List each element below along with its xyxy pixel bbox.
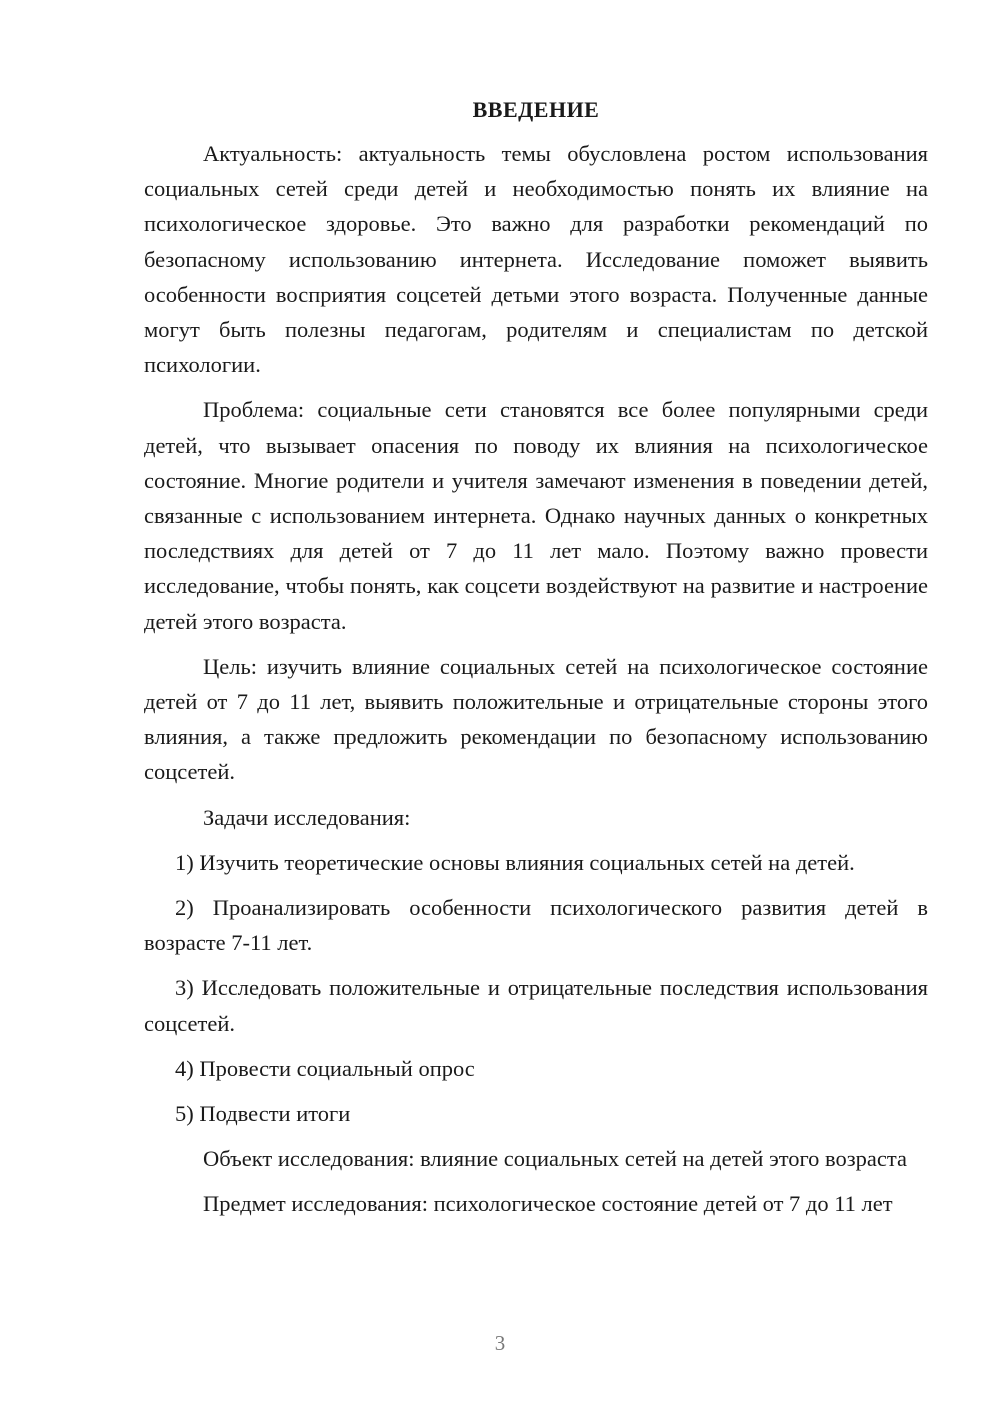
- page-number: 3: [494, 1331, 506, 1355]
- task-item: 2) Проанализировать особенности психологического развития детей в возрасте 7-11 лет.: [144, 895, 928, 956]
- task-item: 3) Исследовать положительные и отрицательные последствия использования соцсетей.: [144, 975, 928, 1036]
- problem-paragraph: Проблема: социальные сети становятся все более популярными среди детей, что вызывает опасения по поводу их влияния на психологическое состояние. Многие родители и учителя замечают изменения в поведении детей, связанные с использованием интернета. Однако научных данных о конкретных последствиях для детей от 7 до 11 лет мало. Поэтому важно провести исследование, чтобы понять, как соцсети воздействуют на развитие и настроение детей этого возраста.: [144, 397, 928, 634]
- task-item: 4) Провести социальный опрос: [175, 1055, 475, 1081]
- research-object-paragraph: Объект исследования: влияние социальных сетей на детей этого возраста: [203, 1146, 907, 1172]
- task-item: 5) Подвести итоги: [175, 1101, 351, 1127]
- task-item: 1) Изучить теоретические основы влияния социальных сетей на детей.: [175, 849, 855, 875]
- goal-paragraph: Цель: изучить влияние социальных сетей на психологическое состояние детей от 7 до 11 лет, выявить положительные и отрицательные стороны этого влияния, а также предложить рекомендации по безопасному использованию соцсетей.: [144, 653, 928, 785]
- section-title: ВВЕДЕНИЕ: [472, 97, 600, 122]
- document-page: [144, 92, 928, 1232]
- relevance-paragraph: Актуальность: актуальность темы обусловлена ростом использования социальных сетей среди детей и необходимостью понять их влияние на психологическое здоровье. Это важно для разработки рекомендаций по безопасному использованию интернета. Исследование поможет выявить особенности восприятия соцсетей детьми этого возраста. Полученные данные могут быть полезны педагогам, родителям и специалистам по детской психологии.: [144, 141, 928, 378]
- research-subject-paragraph: Предмет исследования: психологическое состояние детей от 7 до 11 лет: [203, 1191, 893, 1217]
- tasks-heading: Задачи исследования:: [203, 804, 411, 830]
